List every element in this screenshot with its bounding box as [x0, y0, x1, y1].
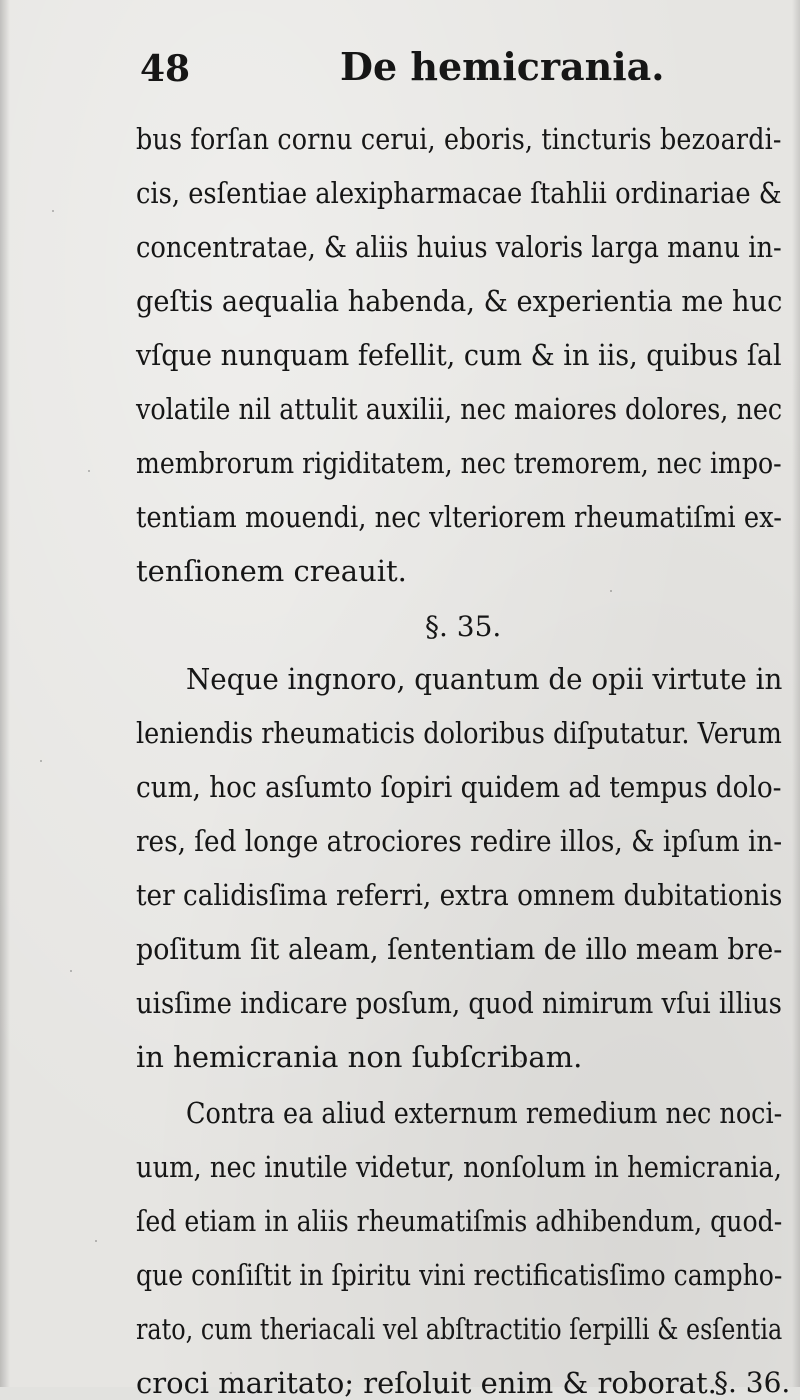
text-line: tentiam mouendi, nec vlteriorem rheumatiſmi ex-: [136, 500, 782, 534]
paper-speck: [88, 470, 90, 472]
page-edge-shadow-right: [792, 0, 800, 1387]
text-line: volatile nil attulit auxilii, nec maiores dolores, nec: [136, 392, 783, 426]
text-line: cum, hoc asſumto ſopiri quidem ad tempus dolo-: [136, 770, 782, 804]
section-heading: §. 35.: [425, 610, 502, 643]
paragraph-first-line: Contra ea aliud externum remedium nec noci-: [186, 1096, 783, 1130]
paragraph-first-line: Neque ingnoro, quantum de opii virtute in: [186, 662, 783, 696]
text-line: uum, nec inutile videtur, nonſolum in hemicrania,: [136, 1150, 782, 1184]
text-line: in hemicrania non ſubſcribam.: [136, 1040, 583, 1074]
text-line: que conſiſtit in ſpiritu vini rectificatisſimo campho-: [136, 1258, 783, 1292]
page-number: 48: [140, 48, 191, 90]
text-line: uisſime indicare posſum, quod nimirum vſui illius: [136, 986, 782, 1020]
text-line: croci maritato; reſoluit enim & roborat.: [136, 1366, 717, 1400]
text-line: tenſionem creauit.: [136, 554, 407, 588]
text-line: poſitum ſit aleam, ſententiam de illo meam bre-: [136, 932, 783, 966]
text-line: leniendis rheumaticis doloribus diſputatur. Verum: [136, 716, 782, 750]
paper-speck: [40, 760, 42, 762]
page-header: [140, 44, 665, 104]
text-line: ter calidisſima referri, extra omnem dubitationis: [136, 878, 783, 912]
text-line: vſque nunquam fefellit, cum & in iis, quibus ſal: [136, 338, 782, 372]
page-edge-shadow-left: [0, 0, 10, 1387]
paper-speck: [52, 210, 54, 212]
text-line: res, ſed longe atrociores redire illos, & ipſum in-: [136, 824, 783, 858]
text-line: membrorum rigiditatem, nec tremorem, nec impo-: [136, 446, 782, 480]
paper-speck: [610, 590, 612, 592]
running-title: De hemicrania.: [340, 44, 665, 89]
text-line: ſed etiam in aliis rheumatiſmis adhibendum, quod-: [136, 1204, 783, 1238]
text-line: bus forſan cornu cerui, eboris, tincturis bezoardi-: [136, 122, 782, 156]
catchword: §. 36.: [714, 1366, 791, 1399]
text-line: cis, esſentiae alexipharmacae ſtahlii ordinariae &: [136, 176, 782, 210]
text-line: concentratae, & aliis huius valoris larga manu in-: [136, 230, 782, 264]
text-line: rato, cum theriacali vel abſtractitio ſerpilli & esſentia: [136, 1312, 783, 1346]
text-line: geſtis aequalia habenda, & experientia me huc: [136, 284, 783, 318]
paper-speck: [70, 970, 72, 972]
paper-speck: [95, 1240, 97, 1242]
